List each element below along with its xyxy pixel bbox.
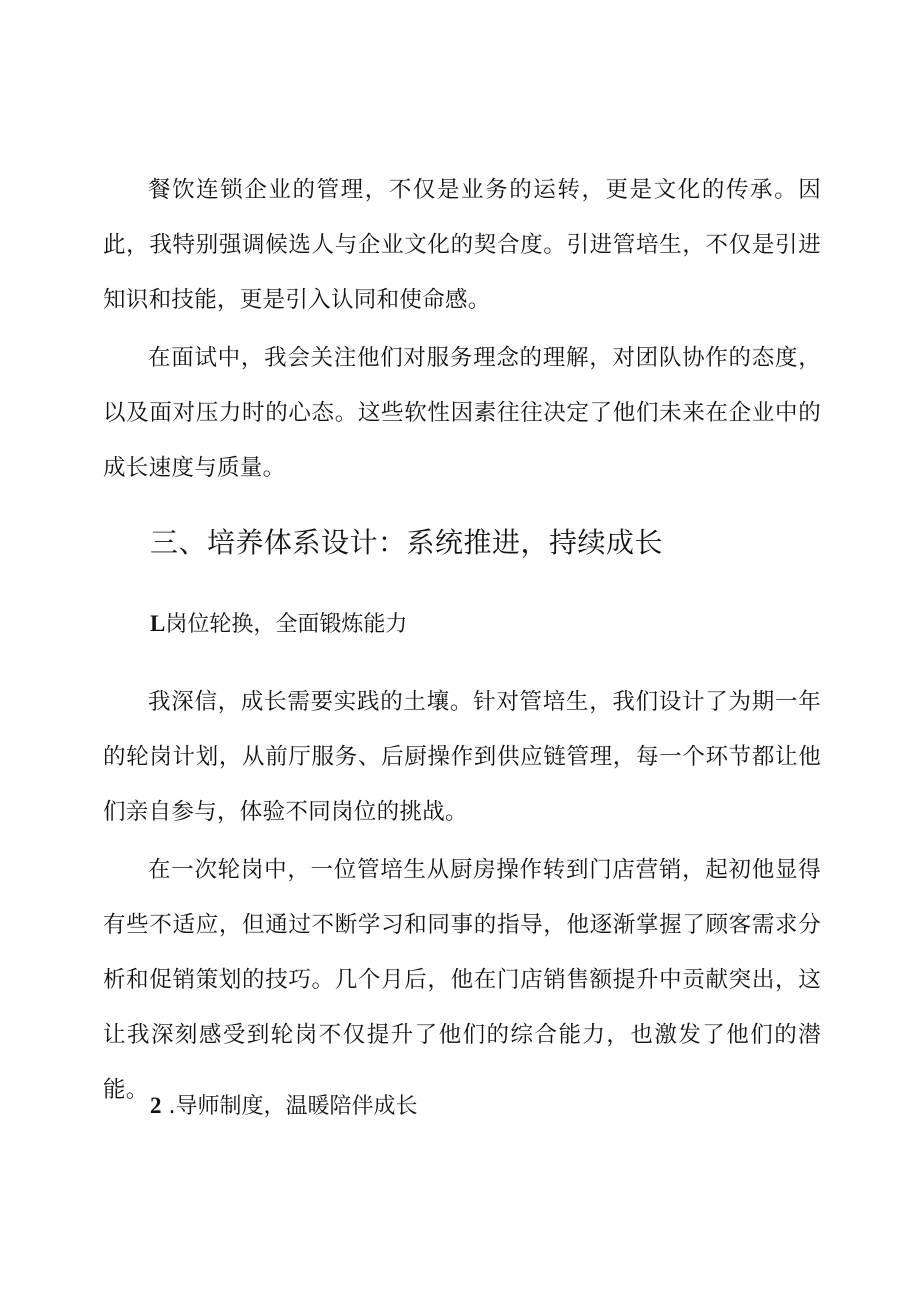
subheading-mentorship: [150, 1089, 418, 1120]
subheading-number: L: [150, 611, 166, 636]
paragraph-interview-focus: 在面试中，我会关注他们对服务理念的理解，对团队协作的态度，以及面对压力时的心态。这些软性因素往往决定了他们未来在企业中的成长速度与质量。: [103, 345, 821, 481]
subheading-number: 2: [150, 1093, 162, 1118]
subheading-text: 岗位轮换，全面锻炼能力: [165, 612, 408, 637]
subheading-job-rotation: [150, 607, 407, 638]
section-heading: 三、培养体系设计：系统推进，持续成长: [150, 526, 664, 559]
paragraph-rotation-plan: 我深信，成长需要实践的土壤。针对管培生，我们设计了为期一年的轮岗计划，从前厅服务、后厨操作到供应链管理，每一个环节都让他们亲自参与，体验不同岗位的挑战。: [103, 689, 821, 825]
paragraph-culture-fit: 餐饮连锁企业的管理，不仅是业务的运转，更是文化的传承。因此，我特别强调候选人与企业文化的契合度。引进管培生，不仅是引进知识和技能，更是引入认同和使命感。: [103, 177, 821, 313]
subheading-text: .导师制度，温暖陪伴成长: [161, 1094, 418, 1119]
paragraph-rotation-story: 在一次轮岗中，一位管培生从厨房操作转到门店营销，起初他显得有些不适应，但通过不断学习和同事的指导，他逐渐掌握了顾客需求分析和促销策划的技巧。几个月后，他在门店销售额提升中贡献突出，这让我深刻感受到轮岗不仅提升了他们的综合能力，也激发了他们的潜能。: [103, 857, 821, 1103]
